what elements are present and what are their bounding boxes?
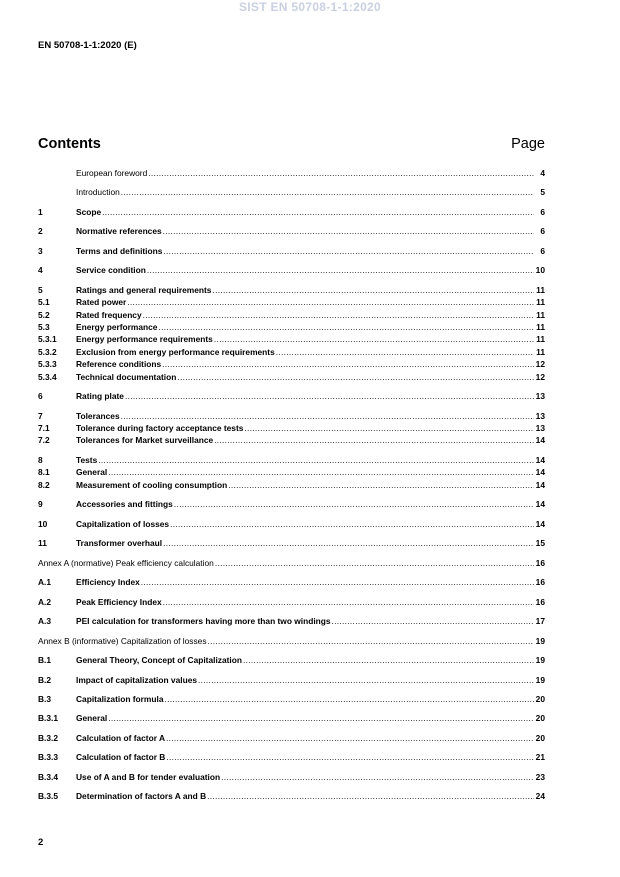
toc-entry-title: Ratings and general requirements: [76, 284, 212, 295]
toc-entry-number: 8.1: [38, 467, 50, 478]
toc-entry-title: Tolerances: [76, 410, 120, 421]
toc-entry[interactable]: [38, 712, 545, 724]
toc-entry-title: Technical documentation: [76, 371, 177, 382]
toc-entry-title: Peak Efficiency Index: [76, 596, 162, 607]
toc-entry-title: Reference conditions: [76, 359, 162, 370]
toc-entry-title: Service condition: [76, 265, 146, 276]
toc-dot-leader: [162, 358, 534, 370]
toc-entry-title: Terms and definitions: [76, 245, 163, 256]
toc-entry[interactable]: [38, 537, 545, 549]
contents-title: Contents: [38, 136, 101, 152]
toc-entry-title: PEI calculation for transformers having more than two windings: [76, 616, 331, 627]
toc-dot-leader: [121, 186, 534, 198]
toc-entry-number: B.3: [38, 693, 52, 704]
toc-entry-page: 11: [536, 284, 545, 295]
toc-entry-page: 11: [536, 309, 545, 320]
toc-entry-page: 11: [536, 297, 545, 308]
toc-dot-leader: [243, 654, 534, 666]
toc-entry-title: Capitalization formula: [76, 693, 164, 704]
toc-entry-title: Measurement of cooling consumption: [76, 479, 228, 490]
toc-entry-number: A.1: [38, 577, 52, 588]
toc-dot-leader: [148, 167, 534, 179]
page-number: 2: [38, 837, 44, 848]
toc-entry-number: A.2: [38, 596, 52, 607]
toc-entry[interactable]: [38, 371, 545, 383]
toc-entry-number: 10: [38, 518, 48, 529]
toc-dot-leader: [164, 693, 534, 705]
toc-dot-leader: [98, 454, 534, 466]
toc-entry-page: 19: [535, 674, 545, 685]
toc-entry-title: Energy performance requirements: [76, 334, 213, 345]
toc-entry-title: Capitalization of losses: [76, 518, 170, 529]
toc-entry[interactable]: [38, 225, 545, 237]
toc-entry-number: 6: [38, 391, 43, 402]
toc-entry-title: Rated power: [76, 297, 127, 308]
toc-entry-title: Annex A (normative) Peak efficiency calculation: [38, 557, 214, 568]
toc-dot-leader: [332, 615, 534, 627]
toc-entry-page: 20: [535, 713, 545, 724]
toc-entry-title: Introduction: [76, 187, 120, 198]
toc-entry-title: Calculation of factor B: [76, 752, 166, 763]
toc-entry[interactable]: [38, 284, 545, 296]
toc-entry-title: Rating plate: [76, 391, 124, 402]
toc-entry-number: 9: [38, 499, 43, 510]
toc-dot-leader: [207, 790, 534, 802]
toc-entry-page: 14: [535, 435, 545, 446]
toc-entry-number: 3: [38, 245, 43, 256]
toc-entry-title: Tests: [76, 454, 98, 465]
toc-entry-number: 7.2: [38, 435, 50, 446]
toc-entry[interactable]: [38, 596, 545, 608]
toc-entry-title: Scope: [76, 206, 102, 217]
toc-dot-leader: [102, 206, 534, 218]
toc-entry[interactable]: [38, 346, 545, 358]
toc-entry-title: General: [76, 713, 108, 724]
toc-entry[interactable]: [38, 167, 545, 179]
toc-entry-number: 8: [38, 454, 43, 465]
toc-entry-number: B.3.3: [38, 752, 59, 763]
toc-dot-leader: [221, 771, 534, 783]
toc-entry-page: 11: [536, 334, 545, 345]
toc-entry-number: 5.3.2: [38, 346, 57, 357]
toc-dot-leader: [170, 518, 534, 530]
toc-entry-number: 5.3.1: [38, 334, 57, 345]
toc-entry-number: 5: [38, 284, 43, 295]
toc-entry-page: 11: [536, 322, 545, 333]
toc-entry[interactable]: [38, 333, 545, 345]
toc-entry[interactable]: [38, 390, 545, 402]
toc-dot-leader: [212, 284, 534, 296]
toc-entry-page: 12: [535, 359, 545, 370]
toc-entry[interactable]: [38, 186, 545, 198]
toc-entry[interactable]: [38, 557, 545, 569]
toc-dot-leader: [174, 498, 534, 510]
toc-entry-page: 23: [535, 771, 545, 782]
toc-entry[interactable]: [38, 454, 545, 466]
toc-dot-leader: [163, 225, 534, 237]
toc-dot-leader: [214, 434, 534, 446]
toc-entry-number: 11: [38, 538, 47, 549]
toc-entry-title: Tolerances for Market surveillance: [76, 435, 214, 446]
toc-entry-number: 7.1: [38, 423, 50, 433]
toc-entry-title: Tolerance during factory acceptance tests: [76, 423, 244, 433]
page-column-label: Page: [511, 136, 545, 152]
toc-entry-number: B.3.2: [38, 732, 59, 743]
toc-entry[interactable]: [38, 245, 545, 257]
toc-entry[interactable]: [38, 771, 545, 783]
toc-entry[interactable]: [38, 615, 545, 627]
toc-entry-number: 8.2: [38, 479, 50, 490]
toc-entry[interactable]: [38, 635, 545, 647]
toc-entry-number: B.3.4: [38, 771, 59, 782]
toc-entry-page: 21: [535, 752, 545, 763]
toc-entry-page: 13: [535, 410, 545, 421]
toc-entry-title: European foreword: [76, 168, 148, 178]
toc-entry-number: 5.1: [38, 297, 50, 308]
toc-dot-leader: [208, 635, 534, 647]
toc-entry-number: 5.2: [38, 309, 50, 320]
toc-entry-title: Determination of factors A and B: [76, 791, 207, 802]
toc-entry-page: 16: [535, 577, 545, 588]
toc-entry[interactable]: [38, 479, 545, 491]
toc-dot-leader: [147, 264, 534, 276]
toc-entry[interactable]: [38, 434, 545, 446]
toc-entry-page: 20: [535, 732, 545, 743]
toc-entry[interactable]: [38, 321, 545, 333]
toc-entry-number: 5.3.3: [38, 359, 57, 370]
toc-dot-leader: [214, 333, 534, 345]
toc-entry[interactable]: [38, 576, 545, 588]
toc-dot-leader: [228, 479, 534, 491]
toc-entry-page: 11: [536, 346, 545, 357]
toc-dot-leader: [127, 296, 534, 308]
toc-entry-page: 13: [535, 423, 545, 433]
toc-entry[interactable]: [38, 790, 545, 802]
toc-entry-page: 14: [535, 479, 545, 490]
document-id: EN 50708-1-1:2020 (E): [38, 40, 137, 51]
toc-entry-number: B.3.1: [38, 713, 59, 724]
toc-dot-leader: [163, 537, 534, 549]
toc-dot-leader: [158, 321, 534, 333]
toc-entry-title: Annex B (informative) Capitalization of losses: [38, 635, 207, 646]
toc-entry-page: 24: [535, 791, 545, 802]
toc-entry-page: 14: [535, 518, 545, 529]
toc-entry[interactable]: [38, 422, 545, 434]
toc-dot-leader: [163, 596, 534, 608]
toc-entry-page: 14: [535, 454, 545, 465]
toc-entry-page: 14: [535, 467, 545, 478]
toc-dot-leader: [143, 309, 534, 321]
toc-entry-number: B.1: [38, 655, 52, 666]
toc-entry[interactable]: [38, 358, 545, 370]
toc-entry-title: Calculation of factor A: [76, 732, 166, 743]
toc-entry[interactable]: [38, 693, 545, 705]
toc-dot-leader: [166, 732, 534, 744]
toc-entry-page: 12: [535, 371, 545, 382]
toc-entry-title: Rated frequency: [76, 309, 142, 320]
toc-dot-leader: [244, 422, 534, 434]
toc-entry[interactable]: [38, 309, 545, 321]
toc-entry-page: 6: [540, 245, 545, 256]
toc-entry-page: 20: [535, 693, 545, 704]
toc-entry[interactable]: [38, 264, 545, 276]
toc-entry-title: Exclusion from energy performance requirements: [76, 346, 275, 357]
table-of-contents: [38, 167, 545, 803]
toc-entry-page: 16: [535, 596, 545, 607]
toc-dot-leader: [125, 390, 534, 402]
toc-entry-page: 19: [535, 655, 545, 666]
toc-entry-title: Transformer overhaul: [76, 538, 163, 549]
toc-entry-number: 4: [38, 265, 43, 276]
toc-entry-page: 15: [535, 538, 545, 549]
toc-entry[interactable]: [38, 206, 545, 218]
toc-dot-leader: [177, 371, 534, 383]
toc-entry-number: A.3: [38, 616, 52, 627]
toc-entry-title: Energy performance: [76, 322, 158, 333]
toc-entry[interactable]: [38, 674, 545, 686]
toc-entry[interactable]: [38, 498, 545, 510]
toc-dot-leader: [121, 410, 534, 422]
toc-dot-leader: [141, 576, 534, 588]
toc-entry-number: B.2: [38, 674, 52, 685]
toc-dot-leader: [163, 245, 534, 257]
toc-entry-title: Normative references: [76, 226, 162, 237]
toc-entry-title: Use of A and B for tender evaluation: [76, 771, 221, 782]
toc-entry-number: 5.3: [38, 322, 50, 333]
toc-entry-title: General Theory, Concept of Capitalization: [76, 655, 242, 666]
toc-entry-title: General: [76, 467, 108, 478]
toc-entry-page: 19: [535, 635, 545, 646]
toc-entry-number: B.3.5: [38, 791, 59, 802]
toc-entry-number: 7: [38, 410, 43, 421]
toc-entry-page: 13: [535, 391, 545, 402]
watermark: SIST EN 50708-1-1:2020: [238, 0, 381, 14]
toc-entry[interactable]: [38, 466, 545, 478]
toc-entry-number: 2: [38, 226, 43, 237]
toc-dot-leader: [276, 346, 534, 358]
toc-dot-leader: [198, 674, 534, 686]
toc-entry-number: 1: [38, 206, 43, 217]
toc-entry-title: Accessories and fittings: [76, 499, 173, 510]
toc-dot-leader: [166, 751, 534, 763]
toc-dot-leader: [108, 466, 534, 478]
toc-entry[interactable]: [38, 296, 545, 308]
toc-entry-page: 5: [540, 187, 545, 198]
toc-entry-title: Impact of capitalization values: [76, 674, 198, 685]
toc-dot-leader: [215, 557, 534, 569]
toc-entry-page: 4: [540, 168, 545, 178]
toc-entry-page: 16: [535, 557, 545, 568]
toc-entry-page: 14: [535, 499, 545, 510]
toc-entry-page: 10: [535, 265, 545, 276]
toc-entry[interactable]: [38, 518, 545, 530]
toc-entry-page: 6: [540, 226, 545, 237]
toc-entry[interactable]: [38, 410, 545, 422]
toc-entry-page: 6: [540, 206, 545, 217]
toc-entry-title: Efficiency Index: [76, 577, 140, 588]
toc-entry-page: 17: [535, 616, 545, 627]
toc-entry-number: 5.3.4: [38, 371, 57, 382]
toc-dot-leader: [108, 712, 534, 724]
toc-entry[interactable]: [38, 751, 545, 763]
toc-entry[interactable]: [38, 654, 545, 666]
toc-entry[interactable]: [38, 732, 545, 744]
